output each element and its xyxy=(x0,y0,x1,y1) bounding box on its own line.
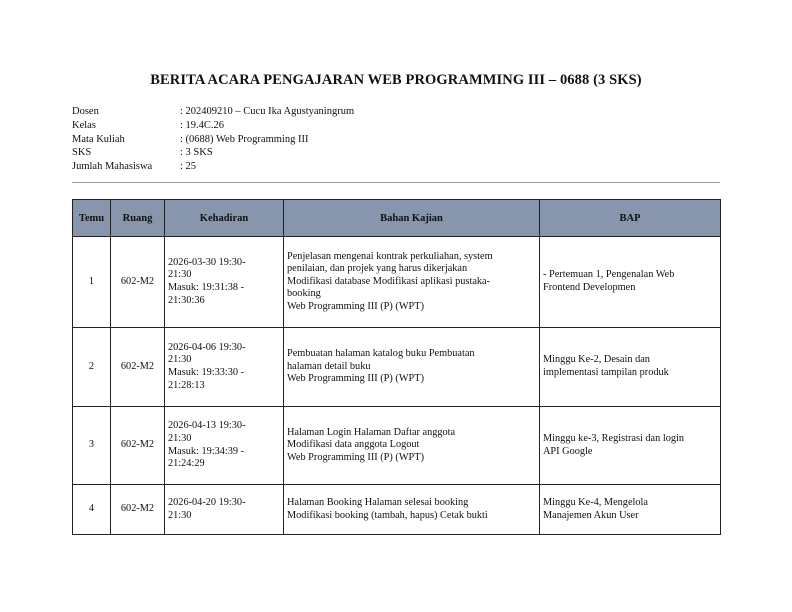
cell-ruang: 602-M2 xyxy=(111,485,165,535)
text-line: Minggu Ke-2, Desain dan xyxy=(543,354,650,366)
text-line: 21:30 xyxy=(168,509,192,521)
text-line: - Pertemuan 1, Pengenalan Web xyxy=(543,269,675,281)
text-line: Manajemen Akun User xyxy=(543,509,639,521)
text-line: implementasi tampilan produk xyxy=(543,367,669,378)
meta-label: Dosen xyxy=(72,106,99,117)
cell-ruang: 602-M2 xyxy=(111,328,165,407)
text-line: Masuk: 19:33:30 - xyxy=(168,367,245,378)
meta-label: SKS xyxy=(72,147,92,159)
text-line: 21:30 xyxy=(168,354,192,366)
meta-value: : 25 xyxy=(180,161,197,173)
meta-value: : 202409210 – Cucu Ika Agustyaningrum xyxy=(180,106,355,117)
text-line: 2026-03-30 19:30- xyxy=(168,256,246,268)
text-line: Web Programming III (P) (WPT) xyxy=(287,373,425,385)
header-bap: BAP xyxy=(540,200,721,237)
meta-value: : 19.4C.26 xyxy=(180,119,225,131)
text-line: 2026-04-06 19:30- xyxy=(168,341,246,353)
cell-bap xyxy=(540,407,721,485)
meta-row-sks xyxy=(72,146,354,160)
meta-row-kelas xyxy=(72,119,354,133)
cell-bap xyxy=(540,237,721,328)
cell-bahan-kajian xyxy=(284,407,540,485)
course-info xyxy=(72,105,354,174)
divider-line xyxy=(72,182,720,183)
text-line: Modifikasi booking (tambah, hapus) Cetak bukti xyxy=(287,509,488,521)
text-line: Penjelasan mengenai kontrak perkuliahan, system xyxy=(287,250,493,262)
text-line: Web Programming III (P) (WPT) xyxy=(287,300,425,312)
meta-row-dosen xyxy=(72,105,354,119)
cell-kehadiran xyxy=(165,485,284,535)
text-line: Halaman Login Halaman Daftar anggota xyxy=(287,426,456,438)
table-row xyxy=(73,485,721,535)
text-line: 21:24:29 xyxy=(168,458,205,470)
cell-kehadiran xyxy=(165,237,284,328)
cell-bahan-kajian xyxy=(284,237,540,328)
text-line: 21:28:13 xyxy=(168,379,205,391)
text-line: API Google xyxy=(543,445,593,457)
text-line: Frontend Developmen xyxy=(543,282,636,293)
cell-temu: 4 xyxy=(73,485,111,535)
text-line: 2026-04-20 19:30- xyxy=(168,496,246,508)
text-line: Modifikasi data anggota Logout xyxy=(287,439,420,451)
text-line: Web Programming III (P) (WPT) xyxy=(287,451,425,463)
text-line: 21:30:36 xyxy=(168,294,205,306)
cell-bap xyxy=(540,328,721,407)
text-line: Minggu Ke-4, Mengelola xyxy=(543,496,648,508)
text-line: Minggu ke-3, Registrasi dan login xyxy=(543,432,684,444)
table-row xyxy=(73,407,721,485)
text-line: 21:30 xyxy=(168,432,192,444)
text-line: booking xyxy=(287,288,321,300)
text-line: 2026-04-13 19:30- xyxy=(168,420,246,432)
table-header-row xyxy=(73,200,721,237)
meta-value: : 3 SKS xyxy=(180,147,213,159)
cell-temu: 2 xyxy=(73,328,111,407)
text-line: Modifikasi database Modifikasi aplikasi pustaka- xyxy=(287,275,491,287)
text-line: Masuk: 19:31:38 - xyxy=(168,282,245,293)
text-line: penilaian, dan projek yang harus dikerjakan xyxy=(287,263,468,275)
cell-temu: 1 xyxy=(73,237,111,328)
meta-row-jumlah-mahasiswa xyxy=(72,160,354,174)
meta-label: Jumlah Mahasiswa xyxy=(72,161,153,173)
cell-bap xyxy=(540,485,721,535)
attendance-table xyxy=(72,199,721,535)
text-line: Masuk: 19:34:39 - xyxy=(168,445,245,457)
cell-ruang: 602-M2 xyxy=(111,407,165,485)
cell-kehadiran xyxy=(165,407,284,485)
cell-bahan-kajian xyxy=(284,328,540,407)
header-ruang: Ruang xyxy=(111,200,165,237)
cell-kehadiran xyxy=(165,328,284,407)
header-temu: Temu xyxy=(73,200,111,237)
meta-label: Kelas xyxy=(72,119,96,131)
table-row xyxy=(73,328,721,407)
meta-label: Mata Kuliah xyxy=(72,133,125,145)
table-row xyxy=(73,237,721,328)
cell-ruang: 602-M2 xyxy=(111,237,165,328)
document-title: BERITA ACARA PENGAJARAN WEB PROGRAMMING III – 0688 (3 SKS) xyxy=(150,72,642,88)
cell-temu: 3 xyxy=(73,407,111,485)
meta-row-mata-kuliah xyxy=(72,133,354,147)
text-line: Halaman Booking Halaman selesai booking xyxy=(287,496,469,508)
header-kehadiran: Kehadiran xyxy=(165,200,284,237)
cell-bahan-kajian xyxy=(284,485,540,535)
text-line: 21:30 xyxy=(168,269,192,281)
header-bahan-kajian: Bahan Kajian xyxy=(284,200,540,237)
meta-value: : (0688) Web Programming III xyxy=(180,133,309,145)
text-line: Pembuatan halaman katalog buku Pembuatan xyxy=(287,348,475,360)
text-line: halaman detail buku xyxy=(287,360,371,372)
